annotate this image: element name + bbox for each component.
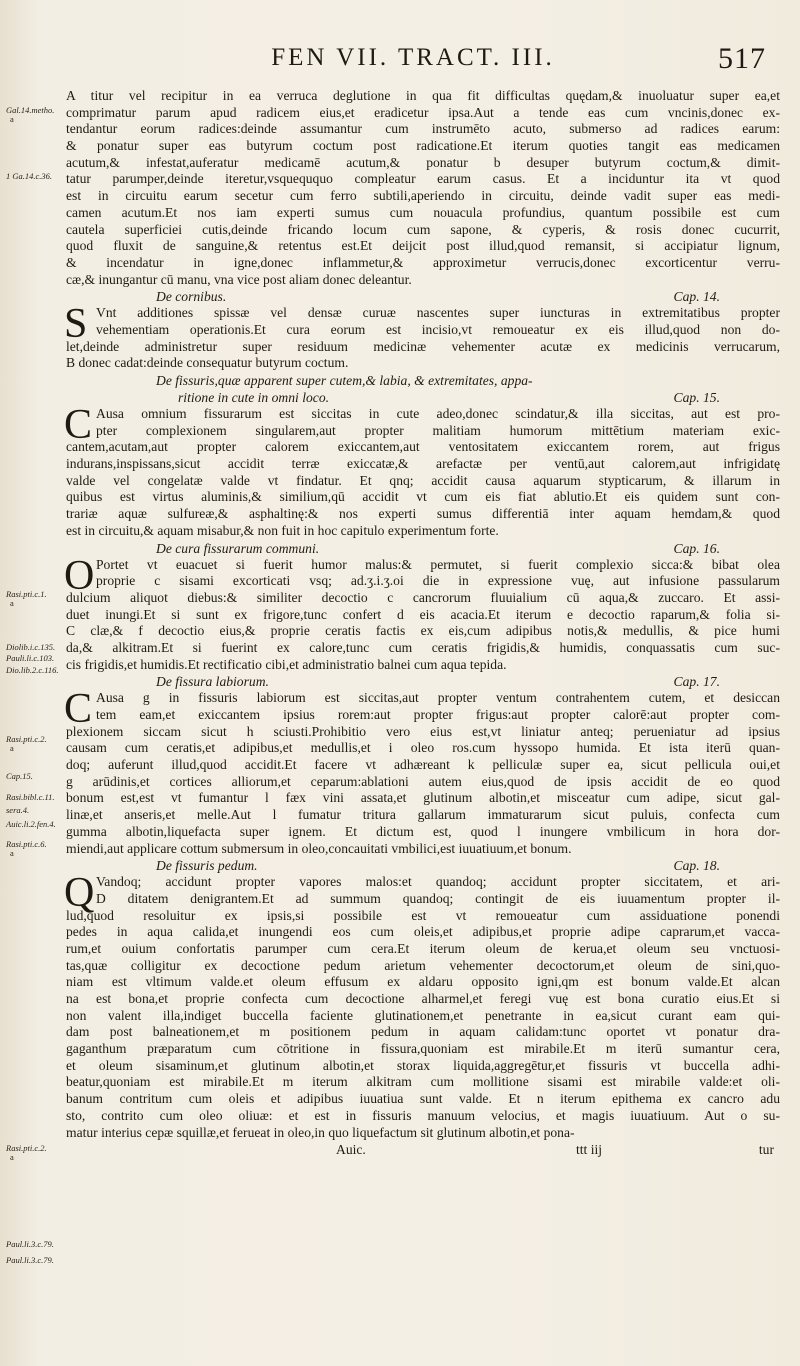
drop-capital: S (64, 301, 88, 348)
paragraph-fissura-labiorum (64, 686, 780, 857)
text-line: dulcium aliquot diebus:& similiter decoctio c cancrorum fluuialium cū aqua,& zuccaro. Et assi- (66, 589, 780, 605)
text-line: let,deinde administretur super residuum medicinæ vehementer acutæ ex medicinis verrucarum, (66, 338, 780, 354)
text-line: proprie c sisami excorticati vsq; ad.ʒ.i.ʒ.oi die in expressione vuę, aut infusione passularum (96, 573, 780, 589)
chapter-title: De fissuris pedum. (156, 858, 258, 874)
text-line: acutum,& infestat,auferatur medicamē acutum,& ponatur b desuper butyrum coctum,& dimit- (66, 154, 780, 170)
chapter-number: Cap. 16. (673, 540, 720, 556)
text-line: cantem,acutam,aut propter calorem exiccantem,aut ventositatem exiccantem rorem, aut frigus (66, 439, 780, 455)
margin-note-text: Paul.li.3.c.79. (6, 1239, 54, 1249)
chapter-heading-17 (66, 673, 780, 690)
text-line: pedes in aqua calida,et inungendi eos cum oleis,et adipibus,et proprie adipe caprarum,et vacca- (66, 924, 780, 940)
chapter-title-cont: ritione in cute in omni loco. (178, 390, 330, 405)
chapter-heading-16 (66, 540, 780, 557)
text-line: causam cum ceratis,et adipibus,et medullis,et i oleo ros.cum hyssopo humida. Et ista iterū quan- (66, 740, 780, 756)
text-line: tem eam,et exiccantem ipsius rorem:aut propter frigus:aut propter calorē:aut propter com- (96, 707, 780, 722)
margin-note (6, 654, 54, 663)
paragraph-verrucae (66, 88, 780, 288)
margin-note (6, 590, 47, 608)
margin-note (6, 666, 59, 675)
text-line: trariæ aquæ sulfureæ,& asphaltinę:& nos experti sumus differentiā inter aquam hemdam,& quod (66, 506, 780, 522)
running-head: FEN VII. TRACT. III. (271, 44, 555, 71)
text-line: & ponatur super eas butyrum coctum post radicatione.Et iterum quoties tangit eas medicamen (66, 138, 780, 154)
margin-note-text: Pauli.li.c.103. (6, 653, 55, 663)
margin-note (6, 793, 54, 802)
text-line: pter complexionem singularem,aut propter malitiam humorum mittētium materiam exic- (96, 422, 780, 438)
text-line: comprimatur parum apud radicem eius,et eradicetur ipsa.Aut a tende eas cum vncinis,donec ex- (66, 104, 780, 120)
margin-note-text: Rasi.pti.c.1. (6, 589, 47, 599)
margin-note (6, 1144, 47, 1162)
chapter-number: Cap. 15. (673, 390, 720, 405)
text-line: sto, contrito cum oleo oliuæ: et est in fissuris manuum velocius, et magis iuuatiuum. Aut o su- (66, 1107, 780, 1123)
margin-note-text: sera.4. (6, 805, 30, 815)
chapter-title: De cornibus. (156, 289, 227, 305)
margin-note-text: Rasi.pti.c.2. (6, 1143, 47, 1153)
text-line: na est bona,et proprie confecta cum decoctione alharmel,et feregi vuę est bona curatio eius.Et si (66, 991, 780, 1006)
text-line: linæ,et anseris,et melle.Aut l fumatur tritura gallarum immaturarum sicut puluis, confecta cum (66, 807, 780, 823)
margin-note (6, 806, 29, 815)
text-line: & incendatur in igne,donec inflammetur,& approximetur verrucis,donec excorticentur verru- (66, 254, 780, 270)
text-line: quod fluxit de sanguine,& retentus est.Et deijcit post illud,quod remansit, si accipiatur lignum, (66, 238, 780, 254)
margin-note (6, 840, 47, 858)
text-line: Ausa omnium fissurarum est siccitas in cute adeo,donec scindatur,& illa siccitas, aut est pro- (96, 406, 780, 421)
text-line: doq; auferunt illud,quod accidit.Et facere vt adhæreant k pelliculæ super ea, sicut pellicula oui,et (66, 757, 780, 773)
chapter-heading-18 (66, 857, 780, 874)
text-line: non valent illa,indiget buccella faciente glutinationem,et penetrante in ea,sicut curant eam qui- (66, 1007, 780, 1023)
margin-note-text: Rasi.pti.c.2. (6, 734, 47, 744)
margin-note-mark: a (10, 114, 14, 124)
margin-note-mark: a (10, 1152, 14, 1162)
text-line: duet inungi.Et si sunt ex frigore,tunc confert d eis acacia.Et iterum e decoctio raparum,& folia si- (66, 606, 780, 622)
text-line: D ditatem denigrantem.Et ad summum quandoq; contingit de eis iuuamentum propter il- (96, 890, 780, 906)
text-line: rum,et ouium confortatis parumper cum cera.Et iterum oleum de kerua,et oleum seu vnctuosi- (66, 940, 780, 956)
margin-note (6, 1240, 54, 1249)
chapter-number: Cap. 14. (673, 289, 720, 305)
text-line: matur interius cepæ squillæ,et ferueat in oleo,in quo liquefactum sit glutinum albotin,et pona- (66, 1124, 575, 1140)
paragraph-de-cura (64, 552, 780, 674)
text-line: B donec cadat:deinde consequatur butyrum coctum. (66, 355, 349, 371)
text-line: Vnt additiones spissæ vel densæ curuæ nascentes super iuncturas in extremitatibus propter (96, 305, 780, 321)
text-line: valde vel congelatæ valde vt findatur. Et qnq; accidit causa aquarum stypticarum, & illarum in (66, 472, 780, 488)
margin-note-mark: a (10, 743, 14, 753)
margin-note (6, 820, 56, 829)
margin-note (6, 643, 55, 652)
page-footer (66, 1141, 780, 1158)
margin-note (6, 1256, 54, 1265)
text-line: gaganthum præparatum cum cōtritione in fissura,quoniam est mirabile.Et m iterū sumantur cera, (66, 1041, 780, 1057)
margin-note (6, 735, 47, 753)
margin-note-mark: a (10, 848, 14, 858)
text-line: cæ,& inungantur cū manu, vna vice post aliam donec deleantur. (66, 271, 412, 287)
paragraph-de-fissuris (64, 402, 780, 540)
margin-note-text: Dio.lib.2.c.116. (6, 665, 59, 675)
chapter-title: De fissuris,quæ apparent super cutem,& labia, & extremitates, appa- (156, 373, 533, 388)
drop-capital: C (64, 402, 93, 448)
text-line: est in circuitu earum secetur cum ferro subtili,aperiendo in circuitu, deinde vadit super eas medi- (66, 188, 780, 204)
text-line: Ausa g in fissuris labiorum est siccitas,aut propter ventum contrahentem cutem, et desiccan (96, 690, 780, 706)
margin-notes (0, 0, 66, 1366)
margin-note-text: Paul.li.3.c.79. (6, 1255, 54, 1265)
text-line: lud,quod resoluitur ex ipsis,si possibile est vt remoueatur cum assiduatione ponendi (66, 907, 780, 923)
paragraph-de-cornibus (64, 301, 780, 372)
text-line: tas,quæ colligitur ex decoctione pedum arietum vehementer decoctorum,et oleum de sini,quo- (66, 957, 780, 973)
drop-capital: Q (64, 870, 95, 917)
margin-note-text: Diolib.i.c.135. (6, 642, 56, 652)
text-line: quibus est virtus aluminis,& similium,qū accidit vt cum eis fiat ablutio.Et eis quidem sunt con- (66, 489, 780, 505)
text-line: vehementiam operationis.Et cura eorum est incisio,vt remoueatur ex eis illud,quod non do- (96, 321, 780, 337)
catchword-right: tur (758, 1142, 774, 1158)
text-line: Vandoq; accidunt propter vapores malos:et quandoq; accidunt propter siccitatem, et ari- (96, 874, 780, 890)
text-body (66, 88, 780, 1158)
margin-note-text: 1 Ga.14.c.36. (6, 171, 53, 181)
text-line: camen acutum.Et nos iam experti sumus cum nouacula profundius, quantum possibile est cum (66, 204, 780, 220)
text-line: est in circuitu,& aquam misabur,& non fuit in hoc capitulo experimentum forte. (66, 522, 499, 538)
text-line: beatur,quoniam est mirabile.Et m iterum alkitram cum mollitione sisami est mirabile valde:et oli- (66, 1074, 780, 1090)
margin-note-text: Cap.15. (6, 771, 33, 781)
margin-note-text: Auic.li.2.fen.4. (6, 819, 56, 829)
signature-mark: ttt iij (576, 1142, 603, 1158)
text-line: Portet vt euacuet si fuerit humor malus:& permutet, si fuerit complexio sicca:& bibat olea (96, 556, 780, 572)
text-line: da,& alkitram.Et si fuerint ex calore,tunc cum ceratis frigidis,& humidis, conquassatis cum suc- (66, 639, 780, 655)
margin-note (6, 772, 33, 781)
margin-note (6, 172, 52, 181)
margin-note-text: Gal.14.metho. (6, 105, 55, 115)
text-line: banum contritum cum oleis et adipibus iuuatiua sunt valde. Et n iterum epithema ex cancro adu (66, 1091, 780, 1107)
chapter-heading-14 (66, 288, 780, 305)
text-line: cis frigidis,et humidis.Et rectificatio cibi,et administratio balnei cum aqua tepida. (66, 656, 507, 672)
chapter-title: De fissura labiorum. (156, 674, 269, 690)
text-line: tatur parumper,deinde iteretur,vsqueququo compleatur earum casus. Et a inciduntur ita vt quod (66, 171, 780, 187)
text-line: niam est vltimum valde.et oleum effusum ex aldaru opposito igni,qm est bonum valde.Et alcan (66, 974, 780, 990)
margin-note-text: Rasi.pti.c.6. (6, 839, 47, 849)
margin-note (6, 106, 54, 124)
text-line: dam post balneationem,et m positionem pedum in aquam calidam:tunc oportet vt ponatur dra- (66, 1024, 780, 1040)
catchword-left: Auic. (336, 1142, 366, 1158)
text-line: tendantur eorum radices:deinde assumantur cum instrumēto acuto, submerso ad radices earum: (66, 121, 780, 137)
text-line: plexionem siccam sicut h sciusti.Prohibitio vero eius est,vt liniatur anteq; perueniatur ad ipsius (66, 723, 780, 739)
text-line: cautela superficiei cutis,deinde fricando locum cum sapone, & cyperis, & rosis donec cucurrit, (66, 221, 780, 237)
drop-capital: C (64, 686, 93, 733)
chapter-heading-15 (66, 372, 780, 406)
text-line: g arūdinis,et cortices alliorum,et ceparum:ablationi autem eius,quod de ipsis accidit de eo quod (66, 773, 780, 789)
chapter-number: Cap. 18. (673, 858, 720, 874)
page-number: 517 (718, 42, 766, 75)
text-line: et oleum sisaminum,et glutinum albotin,et storax liquida,aggregētur,et fissuris vt buccella adhi- (66, 1057, 780, 1073)
text-line: bonum est,est vt fumantur l fæx vini assata,et glutinum albotin,et misceatur cum adipe, sicut gal- (66, 790, 780, 806)
drop-capital: O (64, 552, 95, 599)
chapter-number: Cap. 17. (673, 674, 720, 690)
text-line: miendi,aut applicare cottum submersum in oleo,concauitati vmbilici,est iuuatiuum,et bonum. (66, 840, 572, 856)
chapter-title: De cura fissurarum communi. (156, 540, 320, 556)
margin-note-text: Rasi.bibl.c.11. (6, 792, 55, 802)
text-line: gumma albotin,liquefacta super ignem. Et dictum est, quod l inungere vmbilicum in hora dor- (66, 823, 780, 839)
text-line: indurans,inspissans,sicut accidit terræ exiccatæ,& arefactæ per ventū,aut calorem,aut infrigidatę (66, 456, 780, 472)
page-header (60, 44, 766, 84)
paragraph-fissuris-pedum (64, 870, 780, 1141)
margin-note-mark: a (10, 598, 14, 608)
text-line: A titur vel recipitur in ea verruca deglutione in qua fit difficultas quędam,& inuoluatur super ea,et (66, 88, 780, 103)
text-line: C clæ,& f decoctio eius,& proprie ceratis factis ex eis,cum adipibus notis,& medullis, & pice humi (66, 623, 780, 639)
